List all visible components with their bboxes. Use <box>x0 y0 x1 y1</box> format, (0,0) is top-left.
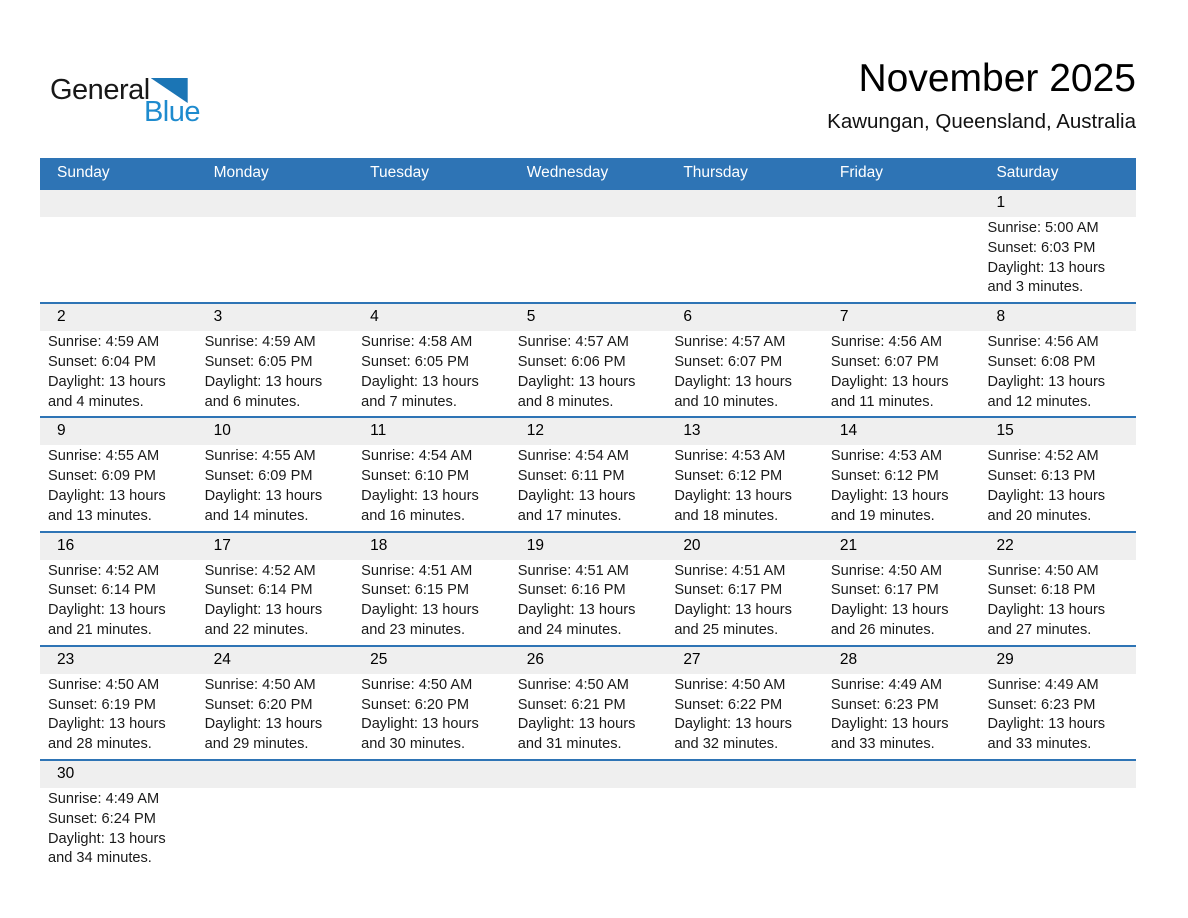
week-row <box>40 416 1136 530</box>
day-detail-line: Sunrise: 4:54 AM <box>517 448 629 465</box>
day-detail-line: and 6 minutes. <box>204 393 301 410</box>
day-detail-line: and 19 minutes. <box>830 507 935 524</box>
day-number: 3 <box>213 308 223 326</box>
day-detail-line: Sunrise: 4:55 AM <box>48 448 160 465</box>
weekday-friday: Friday <box>839 164 883 181</box>
day-detail-line: Sunset: 6:12 PM <box>674 468 783 485</box>
day-number: 28 <box>839 650 858 668</box>
day-detail-line: Sunset: 6:03 PM <box>987 239 1096 256</box>
day-detail-line: Sunrise: 4:50 AM <box>48 676 160 693</box>
calendar <box>40 158 1136 873</box>
empty-day-details <box>40 217 197 302</box>
weekday-monday: Monday <box>213 164 269 181</box>
day-detail-line: and 33 minutes. <box>987 736 1092 753</box>
day-detail-line: and 23 minutes. <box>361 621 466 638</box>
day-detail-line: Sunrise: 4:49 AM <box>48 790 160 807</box>
day-number: 26 <box>526 650 544 668</box>
empty-day-number <box>197 190 354 217</box>
day-details <box>40 560 197 645</box>
day-detail-line: Daylight: 13 hours <box>204 373 323 390</box>
week-row <box>40 302 1136 416</box>
day-details <box>510 331 667 416</box>
day-detail-line: Daylight: 13 hours <box>48 716 166 733</box>
day-details <box>197 674 354 759</box>
day-details <box>666 560 823 645</box>
day-detail-line: and 34 minutes. <box>48 850 152 867</box>
day-detail-line: Sunset: 6:19 PM <box>48 696 156 713</box>
day-details <box>979 674 1136 759</box>
day-detail-line: Sunrise: 4:50 AM <box>674 676 786 693</box>
week-body <box>40 331 1136 416</box>
day-number: 30 <box>57 764 75 782</box>
day-detail-line: Sunrise: 4:59 AM <box>48 334 160 351</box>
day-detail-line: Sunset: 6:07 PM <box>674 353 783 370</box>
day-detail-line: Sunrise: 4:51 AM <box>361 562 473 579</box>
empty-day-details <box>510 217 667 302</box>
day-detail-line: Daylight: 13 hours <box>674 716 792 733</box>
day-detail-line: and 13 minutes. <box>48 507 152 524</box>
day-details <box>197 331 354 416</box>
day-detail-line: Sunset: 6:05 PM <box>361 353 470 370</box>
day-details <box>666 331 823 416</box>
day-detail-line: Daylight: 13 hours <box>674 487 792 504</box>
day-detail-line: and 33 minutes. <box>830 736 935 753</box>
day-detail-line: Sunrise: 4:52 AM <box>204 562 316 579</box>
day-details <box>40 788 197 873</box>
day-number: 5 <box>526 308 536 326</box>
day-detail-line: and 14 minutes. <box>204 507 309 524</box>
day-details <box>510 560 667 645</box>
day-number-band <box>40 304 1136 331</box>
day-detail-line: Daylight: 13 hours <box>361 716 479 733</box>
empty-day-number <box>510 190 667 217</box>
weekday-sunday: Sunday <box>57 164 110 181</box>
day-detail-line: Daylight: 13 hours <box>987 259 1106 276</box>
day-detail-line: Sunset: 6:20 PM <box>361 696 470 713</box>
day-detail-line: Sunset: 6:23 PM <box>987 696 1096 713</box>
day-detail-line: Sunset: 6:13 PM <box>987 468 1096 485</box>
empty-day-number <box>510 761 667 788</box>
day-detail-line: Daylight: 13 hours <box>48 487 166 504</box>
day-number-band <box>40 761 1136 788</box>
empty-day-details <box>510 788 667 873</box>
day-detail-line: and 30 minutes. <box>361 736 466 753</box>
day-detail-line: Daylight: 13 hours <box>48 830 166 847</box>
day-details <box>40 674 197 759</box>
day-detail-line: Daylight: 13 hours <box>48 602 166 619</box>
empty-day-details <box>197 788 354 873</box>
day-detail-line: and 11 minutes. <box>830 393 934 410</box>
day-number: 4 <box>370 308 379 326</box>
day-detail-line: Daylight: 13 hours <box>987 716 1106 733</box>
day-detail-line: and 18 minutes. <box>674 507 779 524</box>
week-body <box>40 217 1136 302</box>
day-detail-line: Daylight: 13 hours <box>361 373 479 390</box>
day-detail-line: Sunrise: 4:51 AM <box>674 562 786 579</box>
day-number: 15 <box>996 422 1014 440</box>
day-number: 13 <box>683 422 701 440</box>
day-detail-line: and 22 minutes. <box>204 621 309 638</box>
week-row <box>40 188 1136 302</box>
day-detail-line: Sunrise: 4:50 AM <box>361 676 473 693</box>
week-row <box>40 645 1136 759</box>
day-detail-line: Daylight: 13 hours <box>361 602 479 619</box>
day-detail-line: Sunrise: 4:55 AM <box>204 448 316 465</box>
day-detail-line: Sunset: 6:21 PM <box>517 696 626 713</box>
day-detail-line: Sunrise: 5:00 AM <box>987 220 1099 236</box>
day-detail-line: and 20 minutes. <box>987 507 1092 524</box>
empty-day-number <box>40 190 197 217</box>
day-detail-line: and 27 minutes. <box>987 621 1092 638</box>
day-detail-line: Daylight: 13 hours <box>48 373 166 390</box>
day-detail-line: Sunset: 6:20 PM <box>204 696 313 713</box>
day-details <box>823 674 980 759</box>
logo-text-blue: Blue <box>143 96 200 128</box>
day-detail-line: and 21 minutes. <box>48 621 152 638</box>
day-detail-line: and 8 minutes. <box>517 393 614 410</box>
day-details <box>979 331 1136 416</box>
day-detail-line: and 12 minutes. <box>987 393 1092 410</box>
general-blue-logo <box>50 76 200 127</box>
day-detail-line: Sunset: 6:17 PM <box>830 582 939 599</box>
day-number-band <box>40 418 1136 445</box>
week-row <box>40 531 1136 645</box>
day-number: 11 <box>370 422 387 440</box>
day-detail-line: Sunrise: 4:52 AM <box>987 448 1099 465</box>
day-detail-line: Sunset: 6:05 PM <box>204 353 313 370</box>
day-details <box>666 445 823 530</box>
day-detail-line: Daylight: 13 hours <box>987 487 1106 504</box>
weekday-tuesday: Tuesday <box>370 164 430 181</box>
empty-day-number <box>353 761 510 788</box>
day-details <box>823 331 980 416</box>
day-number-band <box>40 190 1136 217</box>
day-detail-line: Sunrise: 4:50 AM <box>517 676 629 693</box>
empty-day-number <box>197 761 354 788</box>
day-number-band <box>40 647 1136 674</box>
week-row <box>40 759 1136 873</box>
weekday-header-row <box>40 158 1136 188</box>
day-number: 22 <box>996 536 1014 554</box>
empty-day-number <box>823 190 980 217</box>
day-detail-line: Sunrise: 4:50 AM <box>987 562 1099 579</box>
day-number: 16 <box>57 536 75 554</box>
day-details <box>197 445 354 530</box>
day-number: 14 <box>839 422 858 440</box>
day-number: 12 <box>526 422 544 440</box>
day-detail-line: Sunset: 6:11 PM <box>517 468 625 485</box>
page-header <box>0 0 1188 158</box>
day-detail-line: Daylight: 13 hours <box>830 373 949 390</box>
day-details <box>510 445 667 530</box>
week-body <box>40 674 1136 759</box>
empty-day-number <box>823 761 980 788</box>
day-detail-line: and 4 minutes. <box>48 393 144 410</box>
day-detail-line: Sunset: 6:09 PM <box>204 468 313 485</box>
day-detail-line: Daylight: 13 hours <box>204 716 323 733</box>
day-detail-line: and 32 minutes. <box>674 736 779 753</box>
empty-day-details <box>823 217 980 302</box>
day-details <box>353 445 510 530</box>
day-detail-line: Daylight: 13 hours <box>674 373 792 390</box>
day-details <box>353 560 510 645</box>
calendar-weeks <box>40 188 1136 873</box>
day-detail-line: Sunset: 6:17 PM <box>674 582 783 599</box>
day-detail-line: and 26 minutes. <box>830 621 935 638</box>
day-number: 27 <box>683 650 701 668</box>
weekday-thursday: Thursday <box>683 164 748 181</box>
day-detail-line: Sunrise: 4:53 AM <box>674 448 786 465</box>
day-detail-line: Daylight: 13 hours <box>361 487 479 504</box>
day-detail-line: Sunrise: 4:56 AM <box>830 334 943 351</box>
day-number: 8 <box>996 308 1006 326</box>
day-detail-line: Daylight: 13 hours <box>674 602 792 619</box>
day-detail-line: Sunrise: 4:58 AM <box>361 334 473 351</box>
day-detail-line: Daylight: 13 hours <box>830 487 949 504</box>
day-details <box>979 217 1136 302</box>
logo-text-general: General <box>50 74 150 106</box>
day-detail-line: Sunrise: 4:49 AM <box>830 676 943 693</box>
day-detail-line: Daylight: 13 hours <box>517 373 636 390</box>
day-details <box>353 331 510 416</box>
day-number: 18 <box>370 536 388 554</box>
day-detail-line: Daylight: 13 hours <box>517 716 636 733</box>
page-subtitle: Kawungan, Queensland, Australia <box>827 110 1136 133</box>
day-detail-line: Sunrise: 4:53 AM <box>830 448 943 465</box>
day-number: 20 <box>683 536 701 554</box>
day-detail-line: Sunset: 6:22 PM <box>674 696 783 713</box>
day-detail-line: and 29 minutes. <box>204 736 309 753</box>
day-details <box>979 560 1136 645</box>
day-detail-line: and 24 minutes. <box>517 621 622 638</box>
day-detail-line: Sunrise: 4:52 AM <box>48 562 160 579</box>
empty-day-number <box>666 761 823 788</box>
day-detail-line: Sunrise: 4:56 AM <box>987 334 1099 351</box>
empty-day-number <box>979 761 1136 788</box>
day-details <box>979 445 1136 530</box>
day-detail-line: Sunrise: 4:59 AM <box>204 334 316 351</box>
day-number: 10 <box>213 422 231 440</box>
day-number: 2 <box>57 308 66 326</box>
day-detail-line: Daylight: 13 hours <box>204 487 323 504</box>
day-detail-line: Sunset: 6:04 PM <box>48 353 156 370</box>
day-details <box>353 674 510 759</box>
day-details <box>666 674 823 759</box>
day-number: 1 <box>996 194 1006 211</box>
day-detail-line: Sunset: 6:23 PM <box>830 696 939 713</box>
day-detail-line: Daylight: 13 hours <box>987 373 1106 390</box>
day-number: 6 <box>683 308 692 326</box>
day-detail-line: Sunrise: 4:57 AM <box>674 334 786 351</box>
day-detail-line: Daylight: 13 hours <box>517 602 636 619</box>
week-body <box>40 560 1136 645</box>
day-detail-line: Sunrise: 4:57 AM <box>517 334 629 351</box>
day-number-band <box>40 533 1136 560</box>
day-detail-line: Daylight: 13 hours <box>830 716 949 733</box>
day-number: 9 <box>57 422 66 440</box>
day-detail-line: Daylight: 13 hours <box>204 602 323 619</box>
day-detail-line: and 17 minutes. <box>517 507 622 524</box>
empty-day-details <box>353 788 510 873</box>
weekday-wednesday: Wednesday <box>526 164 609 181</box>
day-number: 19 <box>526 536 544 554</box>
day-detail-line: Sunset: 6:16 PM <box>517 582 626 599</box>
day-details <box>40 445 197 530</box>
day-details <box>823 445 980 530</box>
day-detail-line: Sunrise: 4:50 AM <box>204 676 316 693</box>
day-detail-line: Sunrise: 4:50 AM <box>830 562 943 579</box>
weekday-saturday: Saturday <box>996 164 1059 181</box>
day-detail-line: and 28 minutes. <box>48 736 152 753</box>
day-detail-line: Sunset: 6:07 PM <box>830 353 939 370</box>
day-detail-line: Sunset: 6:24 PM <box>48 810 156 827</box>
day-details <box>197 560 354 645</box>
day-detail-line: Daylight: 13 hours <box>830 602 949 619</box>
empty-day-details <box>979 788 1136 873</box>
empty-day-number <box>353 190 510 217</box>
day-number: 7 <box>839 308 849 326</box>
day-detail-line: and 7 minutes. <box>361 393 457 410</box>
day-detail-line: and 3 minutes. <box>987 279 1084 296</box>
day-detail-line: Sunset: 6:12 PM <box>830 468 939 485</box>
day-detail-line: and 31 minutes. <box>517 736 622 753</box>
day-number: 17 <box>213 536 231 554</box>
empty-day-details <box>353 217 510 302</box>
day-details <box>823 560 980 645</box>
day-detail-line: Sunrise: 4:49 AM <box>987 676 1099 693</box>
empty-day-details <box>197 217 354 302</box>
day-number: 25 <box>370 650 388 668</box>
day-detail-line: Sunset: 6:15 PM <box>361 582 470 599</box>
day-detail-line: Sunset: 6:08 PM <box>987 353 1096 370</box>
day-detail-line: Sunset: 6:10 PM <box>361 468 470 485</box>
empty-day-details <box>666 217 823 302</box>
day-details <box>510 674 667 759</box>
day-detail-line: Daylight: 13 hours <box>517 487 636 504</box>
day-details <box>40 331 197 416</box>
day-detail-line: and 25 minutes. <box>674 621 779 638</box>
day-number: 21 <box>839 536 858 554</box>
day-detail-line: Sunrise: 4:54 AM <box>361 448 473 465</box>
empty-day-details <box>666 788 823 873</box>
day-number: 23 <box>57 650 75 668</box>
day-detail-line: Sunrise: 4:51 AM <box>517 562 629 579</box>
day-detail-line: Sunset: 6:06 PM <box>517 353 626 370</box>
day-detail-line: Daylight: 13 hours <box>987 602 1106 619</box>
week-body <box>40 788 1136 873</box>
day-detail-line: and 16 minutes. <box>361 507 466 524</box>
day-detail-line: Sunset: 6:09 PM <box>48 468 156 485</box>
empty-day-details <box>823 788 980 873</box>
day-number: 29 <box>996 650 1014 668</box>
day-detail-line: Sunset: 6:14 PM <box>48 582 156 599</box>
day-detail-line: Sunset: 6:18 PM <box>987 582 1096 599</box>
day-detail-line: and 10 minutes. <box>674 393 779 410</box>
day-detail-line: Sunset: 6:14 PM <box>204 582 313 599</box>
page-title: November 2025 <box>858 57 1136 100</box>
empty-day-number <box>666 190 823 217</box>
day-number: 24 <box>213 650 231 668</box>
week-body <box>40 445 1136 530</box>
